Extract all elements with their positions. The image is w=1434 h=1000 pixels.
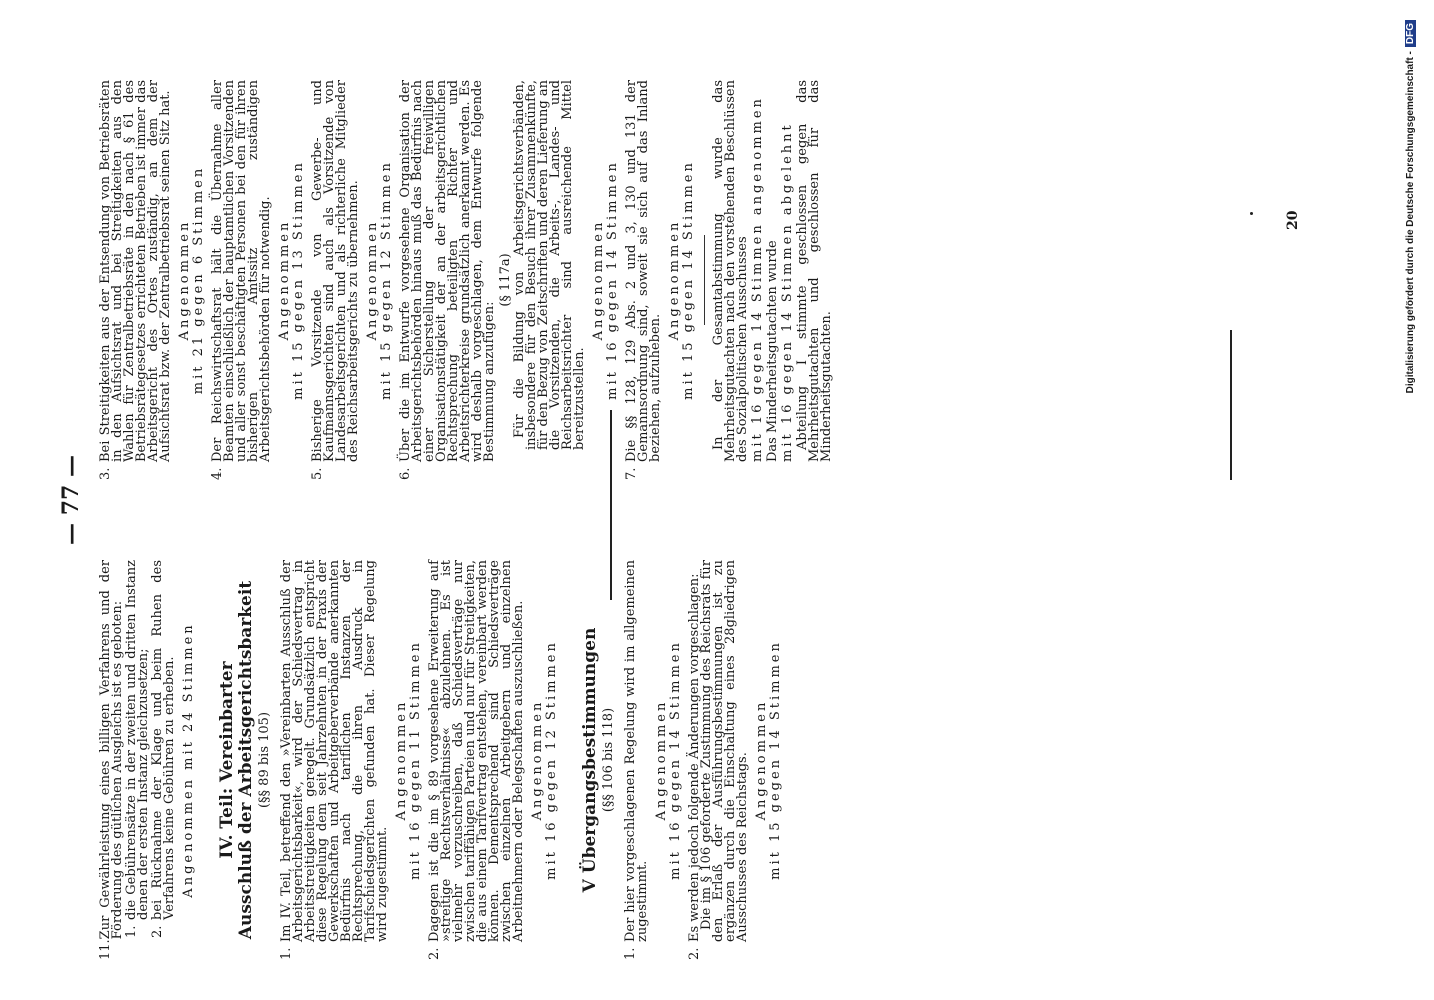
item-7 [626, 80, 696, 480]
separator-line [704, 235, 705, 325]
item-number: 11. [98, 939, 113, 960]
item-text: Bei Streitigkeiten aus der Entsendung von Betriebsräten in den Aufsichtsrat und bei Streitigkeiten aus den Wahlen für Zentralbetriebsräte in den nach § 61 des Betriebsrätegesetzes errichteten Betrieben ist immer das Arbeitsgericht des Ortes zuständig, an dem der Aufsichtsrat bzw. der Zentralbetriebsrat seinen Sitz hat. [98, 80, 173, 462]
sub-number: 2. [150, 925, 165, 938]
vote-count: mit 15 gegen 14 Stimmen [768, 640, 783, 880]
digitization-text: Digitalisierung gefördert durch die Deutsche Forschungsgemeinschaft - [1405, 51, 1416, 394]
item-number: 5. [310, 467, 325, 480]
vote-result [366, 80, 394, 480]
section-title: V Übergangsbestimmungen [580, 627, 600, 893]
vote-result [182, 560, 196, 960]
vote-label: Angenommen [530, 699, 545, 821]
vote-result [278, 80, 306, 480]
item-text: Bisherige Vorsitzende von Gewerbe- und Kaufmannsgerichten sind auch als Vorsitzende von Landesarbeitsgerichten und als richterliche Mitglieder des Reichsarbeitsgerichts zu übernehmen. [310, 80, 361, 462]
vote-count: mit 15 gegen 14 Stimmen [681, 160, 696, 400]
item-11 [100, 560, 196, 960]
item-number: 1. [623, 947, 638, 960]
sub-text: die Gebührensätze in der zweiten und dritten Instanz denen der ersten Instanz gleichzusetzen; [124, 560, 151, 920]
item-number: 1. [279, 947, 294, 960]
item-text: Der Reichswirtschaftsrat hält die Übernahme aller Beamten einschließlich der hauptamtlichen Vorsitzenden und aller sonst beschäftigten Personen bei den für ihren bisherigen Amtssitz zuständigen Arbeitsgerichtsbehörden für notwendig. [210, 80, 273, 462]
item-text: Die im § 106 geforderte Zustimmung des Reichsrats für den Erlaß der Ausführungsbestimmungen ist zu ergänzen durch die Einschaltung eines 28gliedrigen Ausschusses des Reichstags. [699, 560, 750, 942]
vote-count: mit 15 gegen 13 Stimmen [291, 160, 306, 400]
section-v-heading [581, 560, 615, 960]
sub-number: 1. [124, 925, 139, 938]
vote-count: mit 16 gegen 14 Stimmen [668, 640, 683, 880]
vote-label: Angenommen [591, 219, 606, 341]
section-range: (§§ 106 bis 118) [601, 707, 616, 813]
item-5 [312, 80, 394, 480]
item-number: 2. [687, 947, 702, 960]
paragraph-ref: (§ 117a) [498, 253, 513, 307]
vote-label: Angenommen [394, 699, 409, 821]
item-number: 2. [427, 947, 442, 960]
page-header: — 77 — [58, 455, 84, 545]
item-v-2 [689, 560, 783, 960]
quoted-text: Für die Bildung von Arbeitsgerichtsverbänden, insbesondere für den Besuch ihrer Zusammenkünfte, für den Bezug von Zeitschriften und deren Lieferung an die Vorsitzenden, die Arbeits-, Landes- und Reichsarbeitsrichter sind ausreichende Mittel bereitzustellen. [512, 80, 587, 450]
vote-count: mit 16 gegen 11 Stimmen [408, 640, 423, 880]
item-6 [400, 80, 620, 480]
section-iv-heading [218, 560, 271, 960]
vote-label: Angenommen [667, 219, 682, 341]
vote-count: mit 16 gegen 12 Stimmen [544, 640, 559, 880]
vote-result [755, 560, 783, 960]
vote-result [531, 560, 559, 960]
item-iv-2 [429, 560, 559, 960]
item-iv-1 [281, 560, 423, 960]
item-4 [212, 80, 306, 480]
sub-item [152, 560, 176, 938]
vote-label: Angenommen [177, 219, 192, 341]
final-text: Abteilung I stimmte geschlossen gegen das Mehrheitsgutachten und geschlossen für das Minderheitsgutachten. [795, 80, 834, 462]
item-text: Zur Gewährleistung eines billigen Verfahrens und der Förderung des gütlichen Ausgleichs ist es geboten: [98, 560, 125, 940]
final-text: Das Minderheitsgutachten wurde [765, 240, 780, 462]
horizontal-rule [1230, 330, 1232, 480]
vote-result: mit 16 gegen 14 Stimmen angenommen [750, 96, 765, 462]
item-number: 6. [398, 467, 413, 480]
item-text: Dagegen ist die im § 89 vorgesehene Erweiterung auf »streitige Rechtsverhältnisse« abzulehnen. Es ist vielmehr vorzuschreiben, daß Schiedsverträge nur zwischen tariffähigen Parteien und nur für Streitigkeiten, die aus einem Tarifvertrag entstehen, vereinbart werden können. Dementsprechend sind Schiedsverträge zwischen einzelnen Arbeitgebern und einzelnen Arbeitnehmern oder Belegschaften auszuschließen. [427, 560, 526, 942]
page-number: 20 [1285, 210, 1301, 230]
dfg-logo: DFG [1405, 20, 1416, 47]
left-column [100, 560, 789, 960]
final-vote [713, 80, 833, 480]
item-text: Über die im Entwurfe vorgesehene Organisation der Arbeitsgerichtsbehörden hinaus muß das Bedürfnis nach einer Sicherstellung der freiwilligen Organisationstätigkeit der an der arbeitsgerichtlichen Rechtsprechung beteiligten Richter und Arbeitsrichterkreise grundsätzlich anerkannt werden. Es wird deshalb vorgeschlagen, dem Entwurfe folgende Bestimmung anzufügen: [398, 80, 497, 462]
item-text: Die §§ 128, 129 Abs. 2 und 3, 130 und 131 der Gemannsordnung sind, soweit sie sich auf das Inland beziehen, aufzuheben. [624, 80, 663, 462]
digitization-note [1405, 0, 1416, 1000]
item-number: 4. [210, 467, 225, 480]
ink-dot [1250, 212, 1253, 215]
vote-result [592, 80, 620, 480]
vote-label: Angenommen [654, 699, 669, 821]
right-column [100, 80, 839, 480]
vote-count: mit 15 gegen 12 Stimmen [379, 160, 394, 400]
vote-result [178, 80, 206, 480]
item-text: Der hier vorgeschlagenen Regelung wird im allgemeinen zugestimmt. [623, 560, 650, 942]
vote-label: Angenommen [365, 219, 380, 341]
final-text: In der Gesamtabstimmung wurde das Mehrheitsgutachten nach den vorstehenden Beschlüssen des Sozialpolitischen Ausschusses [711, 80, 750, 462]
vote-result: mit 16 gegen 14 Stimmen abgelehnt [780, 122, 795, 462]
sub-text: bei Rücknahme der Klage und beim Ruhen des Verfahrens keine Gebühren zu erheben. [150, 560, 177, 920]
vote-result [395, 560, 423, 960]
section-range: (§§ 89 bis 105) [257, 711, 272, 809]
vote-count: mit 16 gegen 14 Stimmen [605, 160, 620, 400]
horizontal-rule [610, 410, 612, 600]
vote-label: Angenommen [754, 699, 769, 821]
vote-text: Angenommen mit 24 Stimmen [181, 622, 196, 898]
vote-count: mit 21 gegen 6 Stimmen [191, 165, 206, 395]
item-text: Im IV. Teil, betreffend den »Vereinbarten Ausschluß der Arbeitsgerichtsbarkeit«, wird der Schiedsvertrag in Arbeitsstreitigkeiten geregelt. Grundsätzlich entspricht diese Regelung dem seit Jahrzehnten in der Praxis der Gewerkschaften und Arbeitgeberverbände anerkannten Bedürfnis nach tariflichen Instanzen der Rechtsprechung, die ihren Ausdruck in Tarifschiedsgerichten gefunden hat. Dieser Regelung wird zugestimmt. [279, 560, 390, 942]
item-text: Es werden jedoch folgende Änderungen vorgeschlagen: [687, 573, 702, 942]
section-title: IV. Teil: Vereinbarter [217, 661, 237, 859]
item-number: 7. [624, 467, 639, 480]
vote-result [668, 80, 696, 480]
item-3 [100, 80, 206, 480]
section-title: Ausschluß der Arbeitsgerichtsbarkeit [236, 580, 256, 940]
sub-item [126, 560, 150, 938]
vote-result [655, 560, 683, 960]
item-v-1 [625, 560, 683, 960]
vote-label: Angenommen [277, 219, 292, 341]
item-number: 3. [98, 467, 113, 480]
